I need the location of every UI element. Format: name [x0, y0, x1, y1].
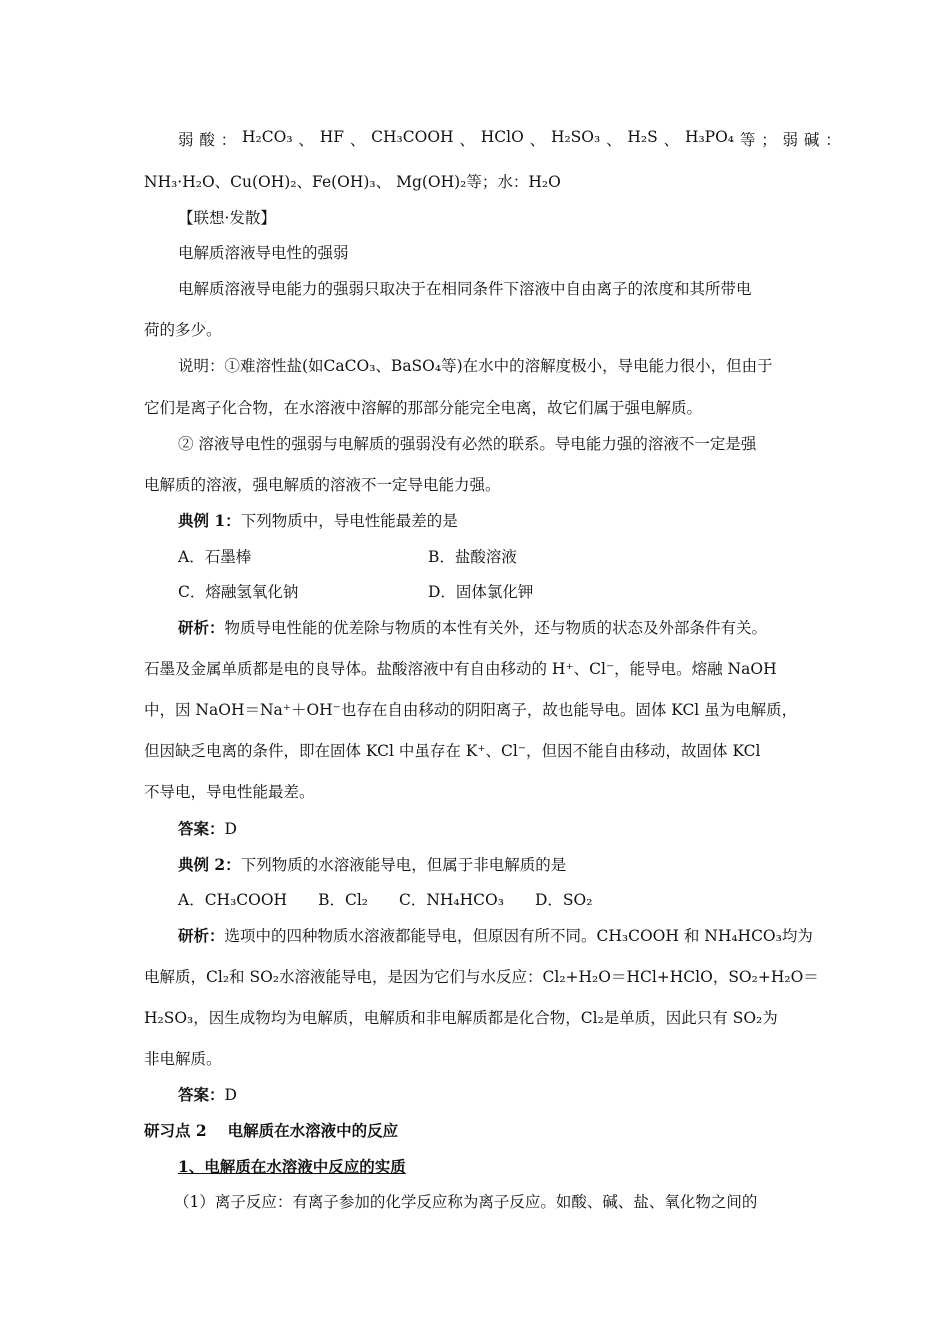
- analysis-2-line: 电解质，Cl₂和 SO₂水溶液能导电，是因为它们与水反应：Cl₂+H₂O＝HCl+HClO，SO₂+H₂O＝: [144, 968, 819, 986]
- answer-2: 答案：D: [178, 1085, 237, 1104]
- weak-bases-line: NH₃·H₂O、Cu(OH)₂、Fe(OH)₃、 Mg(OH)₂等；水：H₂O: [144, 173, 561, 191]
- analysis-label: 研析：: [178, 618, 225, 637]
- note-line: ② 溶液导电性的强弱与电解质的强弱没有必然的联系。导电能力强的溶液不一定是强: [178, 435, 757, 453]
- example-2-question: [178, 853, 566, 875]
- answer-1: 答案：D: [178, 819, 237, 838]
- example-1-text: 下列物质中，导电性能最差的是: [240, 512, 458, 530]
- weak-acids-token: 碱: [803, 131, 820, 149]
- analysis-1-line: 中，因 NaOH＝Na⁺＋OH⁻也存在自由移动的阴阳离子，故也能导电。固体 KCl 虽为电解质，: [144, 701, 798, 719]
- weak-acids-token: ：: [825, 131, 841, 149]
- note-line: 它们是离子化合物，在水溶液中溶解的那部分能完全电离，故它们属于强电解质。: [144, 399, 703, 417]
- weak-acids-token: ：: [220, 131, 237, 149]
- analysis-2-line: H₂SO₃，因生成物均为电解质，电解质和非电解质都是化合物，Cl₂是单质，因此只有 SO₂为: [144, 1009, 778, 1027]
- weak-acids-token: CH₃COOH: [371, 128, 454, 146]
- example-2-label: 典例 2：: [178, 855, 241, 874]
- note-line: 电解质的溶液，强电解质的溶液不一定导电能力强。: [144, 476, 501, 494]
- weak-acids-token: 酸: [199, 131, 215, 149]
- example-1-option-a: A．石墨棒: [178, 548, 252, 566]
- analysis-1-line: 不导电，导电性能最差。: [144, 783, 315, 801]
- example-1-question: [178, 509, 458, 531]
- example-2-text: 下列物质的水溶液能导电，但属于非电解质的是: [240, 856, 567, 874]
- weak-acids-token: 、: [663, 131, 680, 149]
- example-1-option-d: D．固体氯化钾: [428, 583, 534, 601]
- analysis-label: 研析：: [178, 926, 225, 945]
- analysis-1-line: 但因缺乏电离的条件，即在固体 KCl 中虽存在 K⁺、Cl⁻，但因不能自由移动，故固体 KCl: [144, 742, 761, 760]
- weak-acids-token: H₂CO₃: [242, 128, 293, 146]
- analysis-2-line: 非电解质。: [144, 1050, 222, 1068]
- analysis-1-line: 石墨及金属单质都是电的良导体。盐酸溶液中有自由移动的 H⁺、Cl⁻，能导电。熔融 NaOH: [144, 660, 777, 678]
- weak-acids-token: 、: [606, 131, 622, 149]
- weak-acids-token: H₂S: [627, 128, 658, 146]
- subsection-heading: 1、电解质在水溶液中反应的实质: [178, 1157, 406, 1176]
- example-2-options: A．CH₃COOH B．Cl₂ C．NH₄HCO₃ D．SO₂: [178, 891, 593, 909]
- weak-acids-token: HF: [319, 128, 344, 146]
- paragraph-line: 荷的多少。: [144, 321, 222, 339]
- weak-acids-line: [178, 128, 841, 150]
- conductivity-subtitle: 电解质溶液导电性的强弱: [178, 244, 349, 262]
- weak-acids-token: 弱: [178, 131, 194, 149]
- analysis-2-line: 研析：选项中的四种物质水溶液都能导电，但原因有所不同。CH₃COOH 和 NH₄HCO₃均为: [178, 926, 813, 945]
- ionic-reaction-line: （1）离子反应：有离子参加的化学反应称为离子反应。如酸、碱、盐、氧化物之间的: [174, 1193, 758, 1211]
- association-heading: 【联想·发散】: [178, 209, 276, 227]
- example-1-option-b: B．盐酸溶液: [428, 548, 517, 566]
- analysis-1-line: 研析：物质导电性能的优差除与物质的本性有关外，还与物质的状态及外部条件有关。: [178, 618, 768, 637]
- section-heading: 研习点 2 电解质在水溶液中的反应: [144, 1121, 399, 1140]
- weak-acids-token: 、: [349, 131, 366, 149]
- example-1-label: 典例 1：: [178, 511, 241, 530]
- weak-acids-token: ；: [761, 131, 777, 149]
- weak-acids-token: 弱: [782, 131, 799, 149]
- weak-acids-token: HClO: [480, 128, 524, 146]
- weak-acids-token: 、: [529, 131, 546, 149]
- paragraph-line: 电解质溶液导电能力的强弱只取决于在相同条件下溶液中自由离子的浓度和其所带电: [178, 280, 752, 298]
- weak-acids-token: 、: [298, 131, 314, 149]
- note-line: 说明：①难溶性盐(如CaCO₃、BaSO₄等)在水中的溶解度极小，导电能力很小，但由于: [178, 357, 773, 375]
- weak-acids-token: 、: [459, 131, 475, 149]
- answer-label: 答案：: [178, 1085, 225, 1104]
- weak-acids-token: H₂SO₃: [550, 128, 601, 146]
- weak-acids-token: H₃PO₄: [684, 128, 735, 146]
- weak-acids-token: 等: [739, 131, 756, 149]
- answer-label: 答案：: [178, 819, 225, 838]
- example-1-option-c: C．熔融氢氧化钠: [178, 583, 299, 601]
